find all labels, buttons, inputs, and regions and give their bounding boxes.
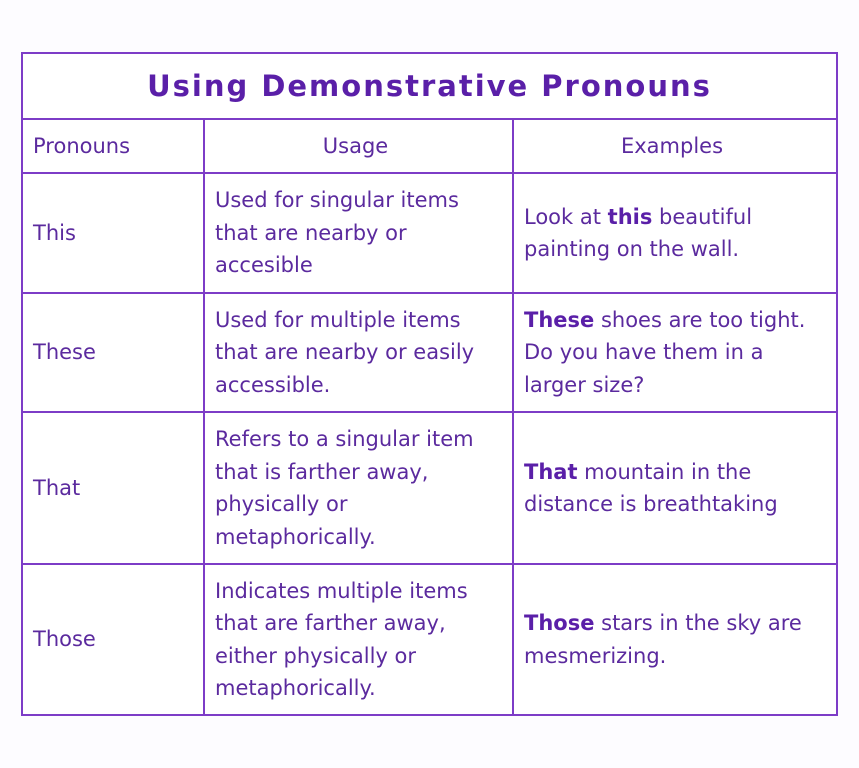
table-row <box>23 294 836 413</box>
example-post: stars in the sky are mesmerizing. <box>524 611 802 668</box>
example-keyword: Those <box>524 611 595 635</box>
example-keyword: this <box>607 204 653 229</box>
pronouns-table <box>21 52 838 716</box>
example-pre: Look at <box>524 204 608 229</box>
usage-cell <box>205 294 514 411</box>
usage-cell <box>205 174 514 292</box>
usage-cell <box>205 413 514 563</box>
table-row <box>23 413 836 565</box>
example-text <box>524 201 830 266</box>
header-pronouns: Pronouns <box>23 120 205 172</box>
example-keyword: That <box>524 459 578 484</box>
header-examples: Examples <box>620 133 724 158</box>
pronoun-cell: That <box>23 413 205 563</box>
pronoun-cell: These <box>23 294 205 411</box>
table-title: Using Demonstrative Pronouns <box>23 54 836 120</box>
pronoun-cell: Those <box>23 565 205 714</box>
example-post: beautiful painting on the wall. <box>524 204 753 261</box>
table-row <box>23 174 836 294</box>
header-usage: Usage <box>205 120 514 172</box>
header-row <box>23 120 836 174</box>
example-text <box>524 456 830 521</box>
usage-cell <box>205 565 514 714</box>
usage-text: Used for singular items that are nearby or accesible <box>215 188 459 278</box>
example-text <box>524 607 830 672</box>
example-cell <box>514 294 836 411</box>
usage-text: Used for multiple items that are nearby or easily accessible. <box>215 307 475 397</box>
example-cell <box>514 565 836 714</box>
example-cell <box>514 413 836 563</box>
usage-text: Refers to a singular item that is farther away, physically or metaphorically. <box>215 427 474 549</box>
pronoun-cell: This <box>23 174 205 292</box>
example-text <box>524 304 830 402</box>
usage-text: Indicates multiple items that are farther away, either physically or metaphorically. <box>215 578 468 700</box>
example-post: mountain in the distance is breathtaking <box>524 459 778 516</box>
table-row <box>23 565 836 714</box>
example-post: shoes are too tight. Do you have them in a larger size? <box>524 307 806 397</box>
example-keyword: These <box>524 307 595 332</box>
example-cell <box>514 174 836 292</box>
